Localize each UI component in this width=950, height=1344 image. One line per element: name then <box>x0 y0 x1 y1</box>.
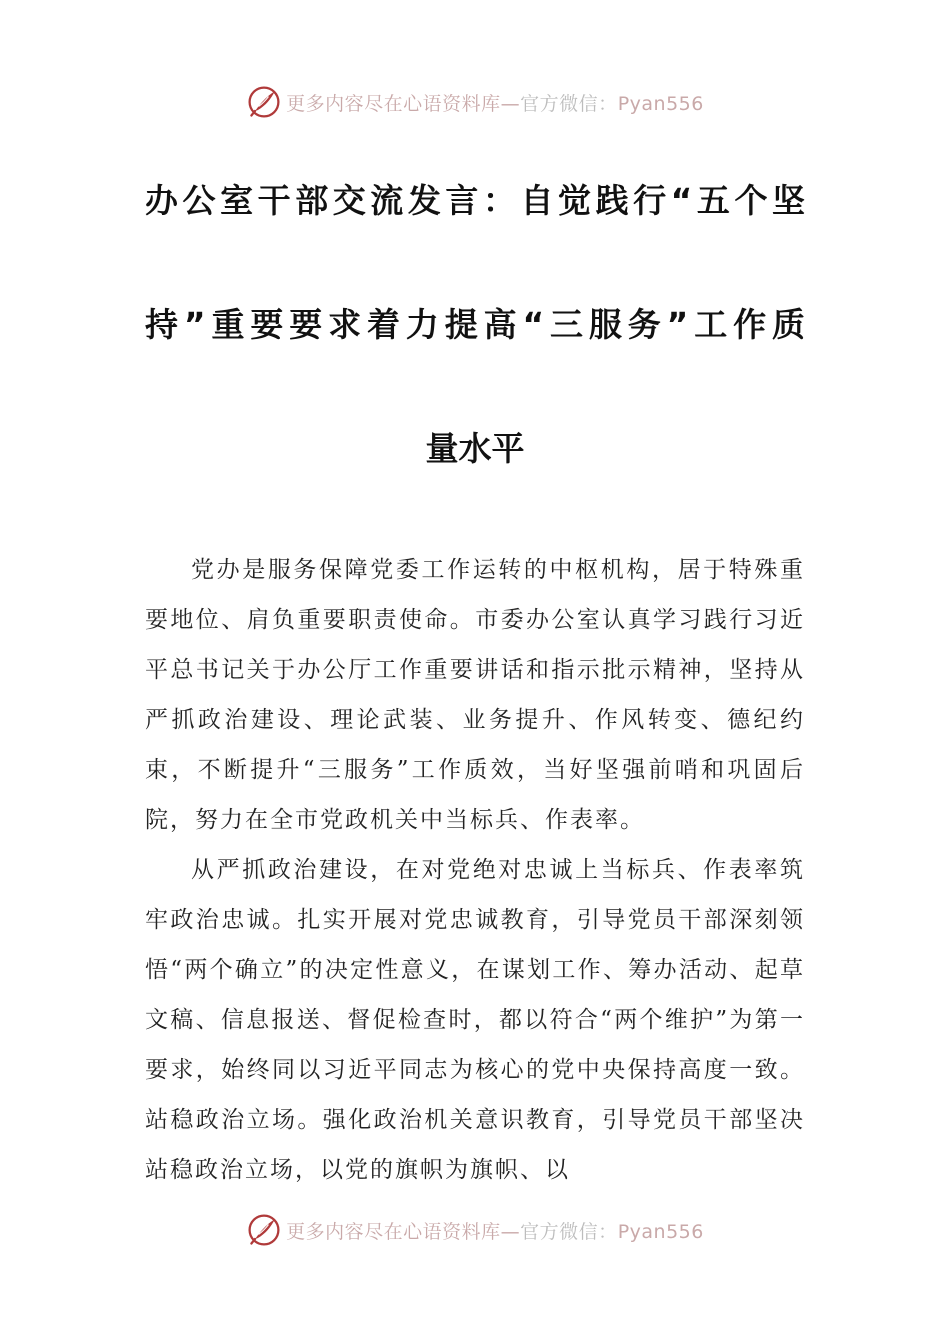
header-watermark <box>0 80 950 124</box>
watermark-text: 更多内容尽在心语资料库—官方微信：Pyan556 <box>286 1220 704 1243</box>
quill-pen-logo-icon <box>246 84 282 120</box>
title-line-3: 量水平 <box>425 429 525 468</box>
document-body <box>145 545 805 1195</box>
quill-pen-logo-icon <box>246 1212 282 1248</box>
document-title <box>145 168 805 540</box>
title-line-2: 持”重要要求着力提高“三服务”工作质 <box>145 305 805 344</box>
watermark-separator: — <box>500 92 521 115</box>
watermark-wechat-id: Pyan556 <box>617 92 704 115</box>
watermark-separator: — <box>500 1220 521 1243</box>
watermark-wechat-id: Pyan556 <box>617 1220 704 1243</box>
title-line-1: 办公室干部交流发言：自觉践行“五个坚 <box>145 181 805 220</box>
paragraph-2: 从严抓政治建设，在对党绝对忠诚上当标兵、作表率筑牢政治忠诚。扎实开展对党忠诚教育，引导党员干部深刻领悟“两个确立”的决定性意义，在谋划工作、筹办活动、起草文稿、信息报送、督促检查时，都以符合“两个维护”为第一要求，始终同以习近平同志为核心的党中央保持高度一致。站稳政治立场。强化政治机关意识教育，引导党员干部坚决站稳政治立场，以党的旗帜为旗帜、以 <box>145 857 805 1183</box>
watermark-text: 更多内容尽在心语资料库—官方微信：Pyan556 <box>286 92 704 115</box>
watermark-wechat-label: 官方微信： <box>520 1220 618 1243</box>
paragraph-1: 党办是服务保障党委工作运转的中枢机构，居于特殊重要地位、肩负重要职责使命。市委办公室认真学习践行习近平总书记关于办公厅工作重要讲话和指示批示精神，坚持从严抓政治建设、理论武装、业务提升、作风转变、德纪约束，不断提升“三服务”工作质效，当好坚强前哨和巩固后院，努力在全市党政机关中当标兵、作表率。 <box>145 557 805 833</box>
footer-watermark <box>0 1208 950 1252</box>
watermark-wechat-label: 官方微信： <box>520 92 618 115</box>
